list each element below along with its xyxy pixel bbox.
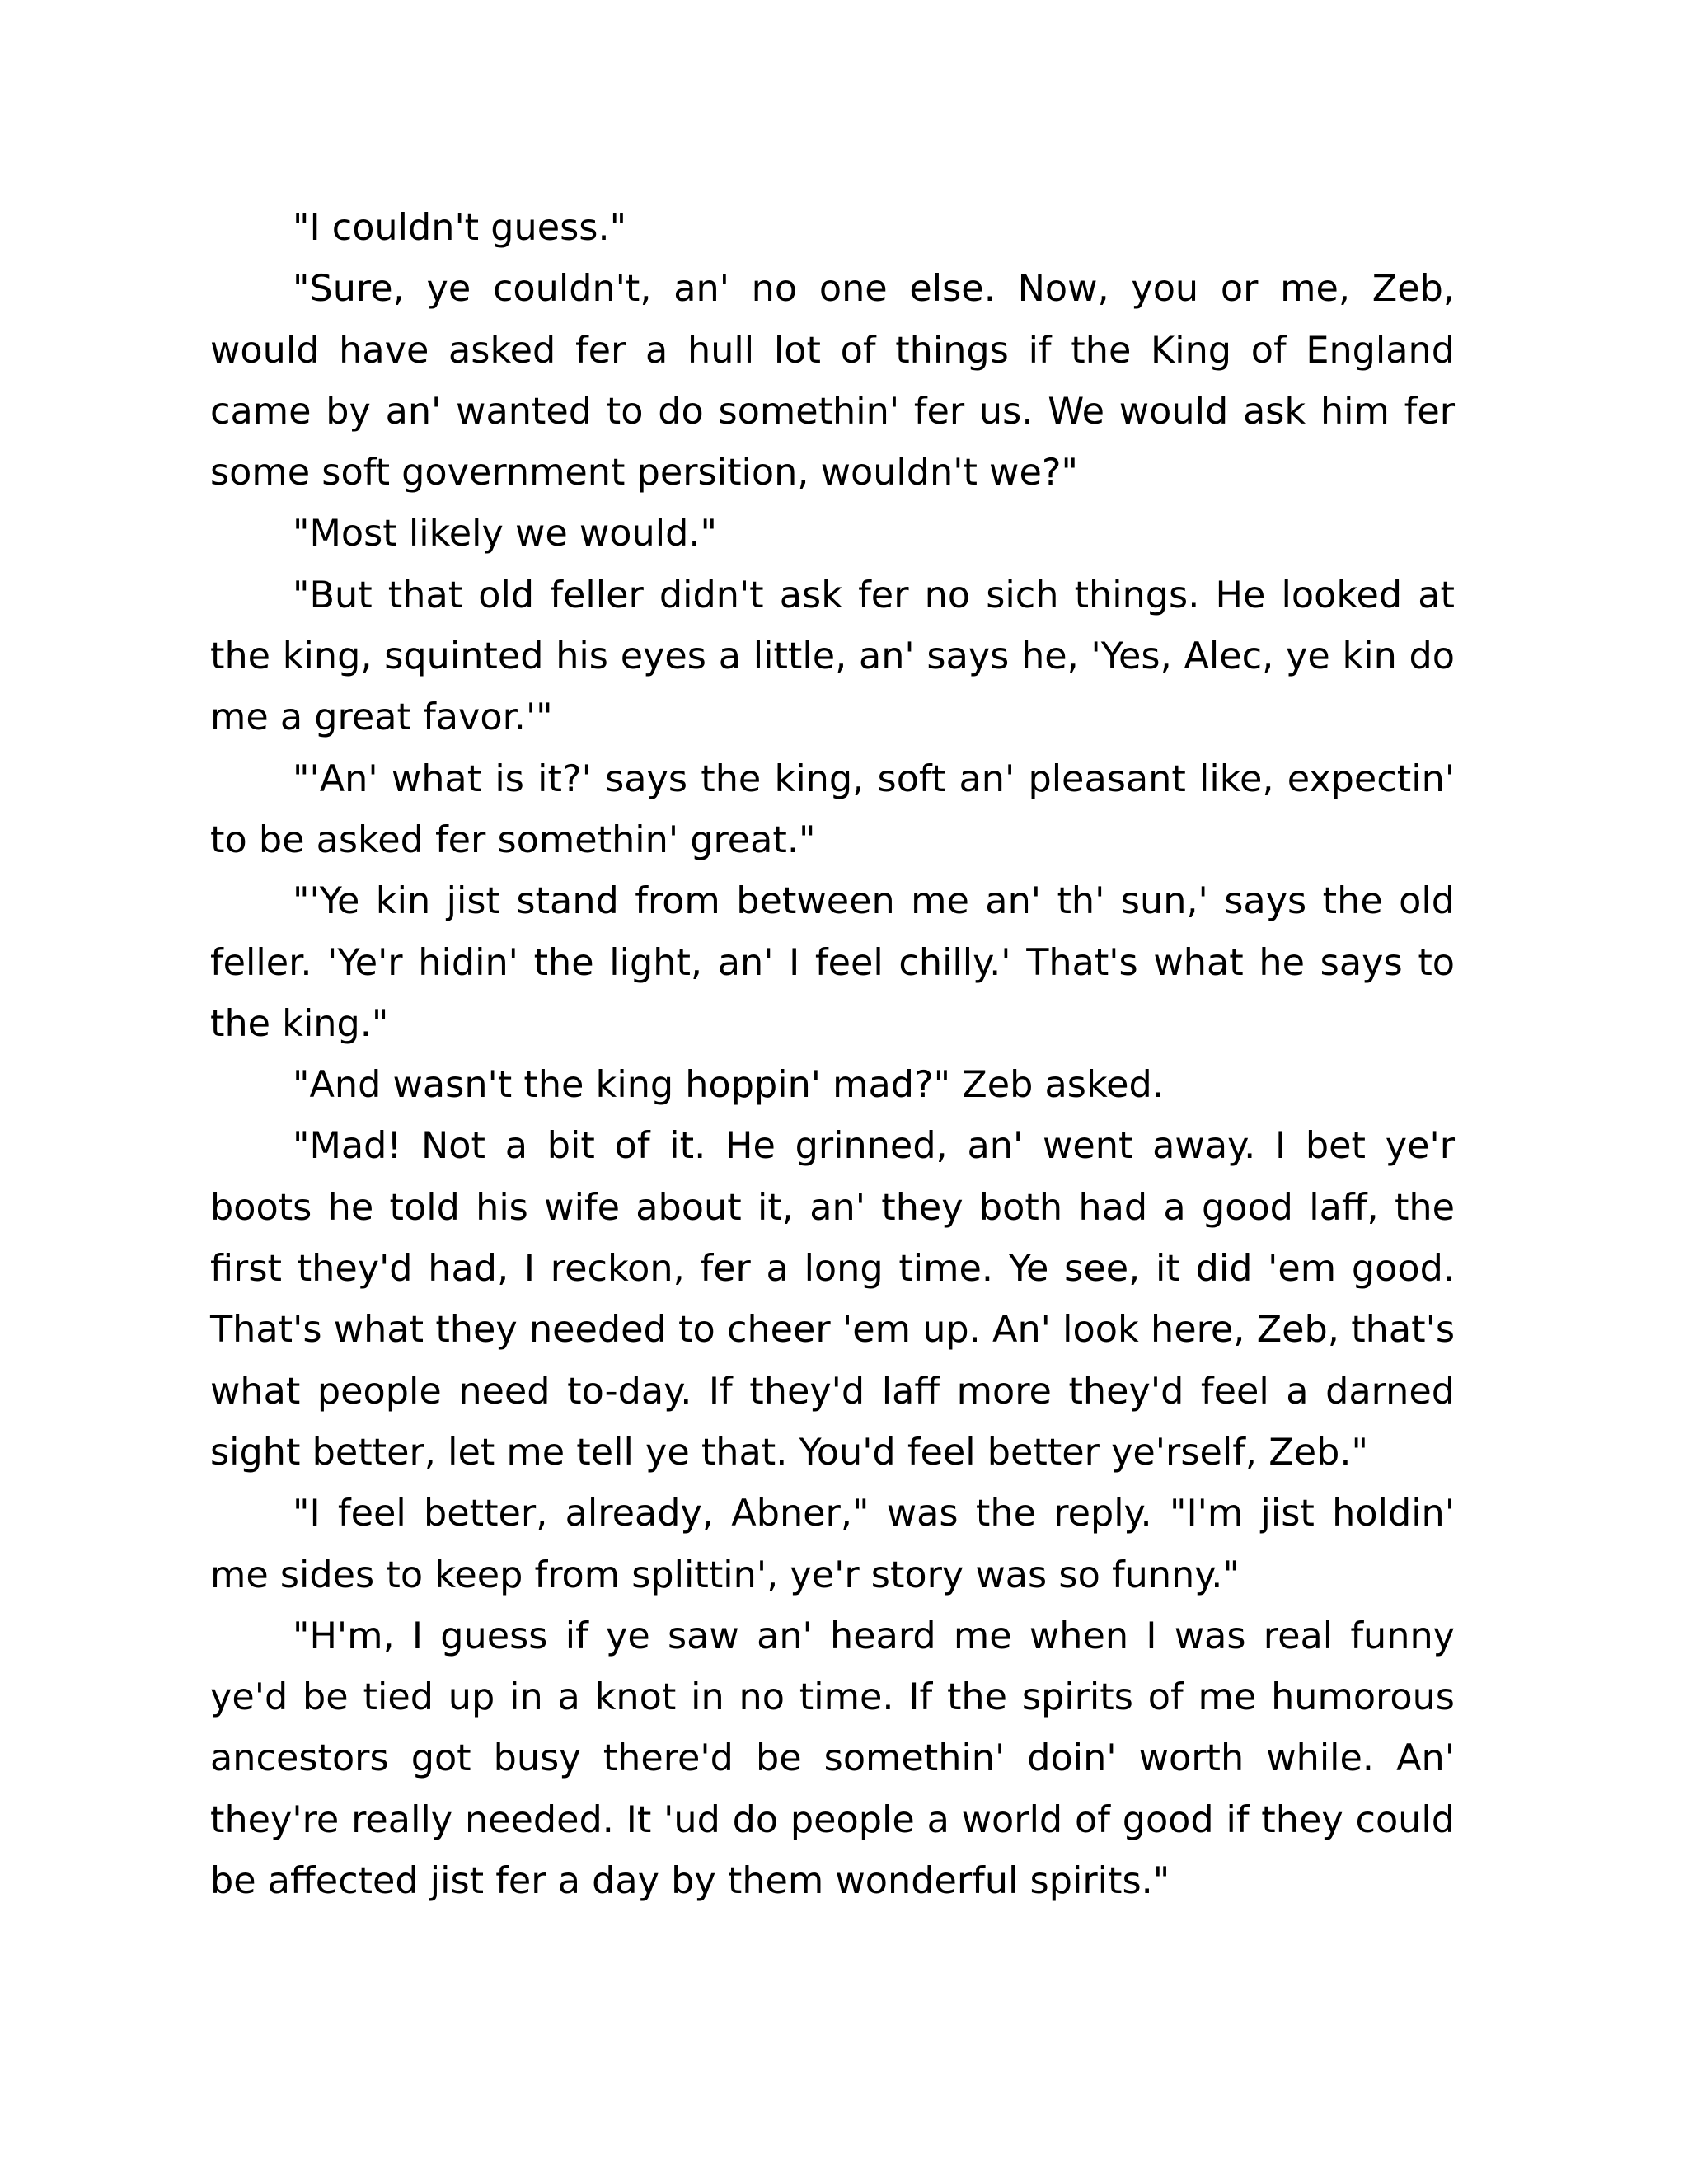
paragraph: "And wasn't the king hoppin' mad?" Zeb asked. bbox=[293, 1064, 1164, 1107]
paragraph: "'An' what is it?' says the king, soft an' pleasant like, expectin' to be asked fer somethin' great." bbox=[210, 757, 1455, 861]
paragraph: "'Ye kin jist stand from between me an' th' sun,' says the old feller. 'Ye'r hidin' the light, an' I feel chilly.' That's what he says to the king." bbox=[210, 880, 1455, 1045]
paragraph: "Most likely we would." bbox=[293, 513, 717, 555]
body-text bbox=[210, 198, 1455, 1912]
paragraph: "I couldn't guess." bbox=[293, 207, 627, 249]
paragraph: "But that old feller didn't ask fer no sich things. He looked at the king, squinted his eyes a little, an' says he, 'Yes, Alec, ye kin do me a great favor.'" bbox=[210, 574, 1455, 739]
paragraph: "Mad! Not a bit of it. He grinned, an' went away. I bet ye'r boots he told his wife about it, an' they both had a good laff, the first they'd had, I reckon, fer a long time. Ye see, it did 'em good. That's what they needed to cheer 'em up. An' look here, Zeb, that's what people need to-day. If they'd laff more they'd feel a darned sight better, let me tell ye that. You'd feel better ye'rself, Zeb." bbox=[210, 1125, 1455, 1474]
paragraph: "H'm, I guess if ye saw an' heard me when I was real funny ye'd be tied up in a knot in no time. If the spirits of me humorous ancestors got busy there'd be somethin' doin' worth while. An' they're really needed. It 'ud do people a world of good if they could be affected jist fer a day by them wonderful spirits." bbox=[210, 1615, 1455, 1903]
paragraph: "Sure, ye couldn't, an' no one else. Now, you or me, Zeb, would have asked fer a hull lot of things if the King of England came by an' wanted to do somethin' fer us. We would ask him fer some soft government persition, wouldn't we?" bbox=[210, 268, 1455, 494]
paragraph: "I feel better, already, Abner," was the reply. "I'm jist holdin' me sides to keep from splittin', ye'r story was so funny." bbox=[210, 1493, 1455, 1596]
